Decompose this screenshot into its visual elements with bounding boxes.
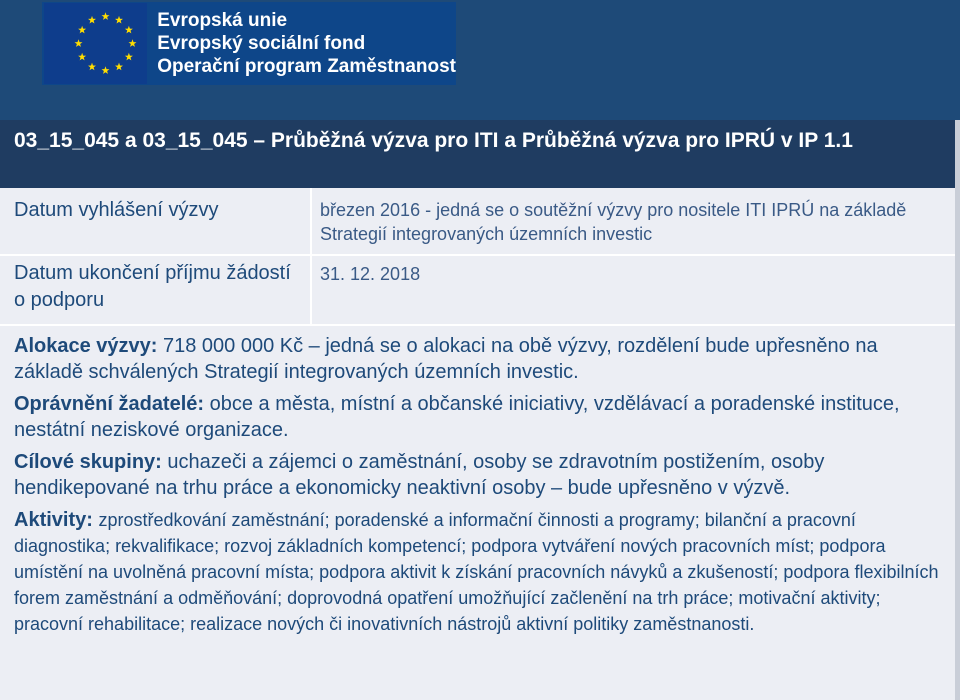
allocation-text: 718 000 000 Kč – jedná se o alokaci na obě výzvy, rozdělení bude upřesněno na základě schválených Strategií integrovaných územních investic. [14, 335, 878, 383]
right-edge-strip [955, 120, 960, 700]
eu-flag-icon [44, 3, 147, 84]
info-label-deadline: Datum ukončení příjmu žádostí o podporu [14, 262, 291, 311]
eu-star-icon [115, 16, 123, 24]
eu-star-icon [78, 53, 86, 61]
eu-star-icon [125, 53, 133, 61]
eligible-applicants-label: Oprávnění žadatelé: [14, 393, 205, 415]
target-groups-label: Cílové skupiny: [14, 451, 162, 473]
eu-star-icon [129, 39, 137, 47]
eligible-applicants-text: obce a města, místní a občanské iniciativy, vzdělávací a poradenské instituce, nestátní neziskové organizace. [14, 393, 900, 441]
eu-star-icon [78, 26, 86, 34]
info-value-announcement: březen 2016 - jedná se o soutěžní výzvy pro nositele ITI IPRÚ na základě Strategií integrovaných územních investic [320, 200, 907, 244]
target-groups-paragraph [14, 449, 944, 501]
header-band [0, 0, 960, 120]
eu-star-icon [102, 66, 110, 74]
call-details [14, 333, 944, 643]
allocation-label: Alokace výzvy: [14, 335, 158, 357]
eu-star-icon [115, 63, 123, 71]
eu-star-icon [75, 39, 83, 47]
allocation-paragraph [14, 333, 944, 385]
eu-star-icon [125, 26, 133, 34]
eligible-applicants-paragraph [14, 391, 944, 443]
activities-text: zprostředkování zaměstnání; poradenské a informační činnosti a programy; bilanční a pracovní diagnostika; rekvalifikace; rozvoj základních kompetencí; podpora vytváření nových pracovních míst; podpora umístění na uvolněná pracovní místa; podpora aktivit k získání pracovních návyků a zkušeností; podpora flexibilních forem zaměstnání a odměňování; doprovodná opatření umožňující začlenění na trh práce; motivační aktivity; pracovní rehabilitace; realizace nových či inovativních nástrojů aktivní politiky zaměstnanosti. [14, 510, 939, 634]
logo-text [157, 9, 456, 78]
logo-line-2: Evropský sociální fond [157, 33, 366, 54]
eu-star-icon [88, 63, 96, 71]
target-groups-text: uchazeči a zájemci o zaměstnání, osoby se zdravotním postižením, osoby hendikepované na trhu práce a ekonomicky neaktivní osoby – bude upřesněno v výzvě. [14, 451, 825, 499]
info-row-announcement [0, 188, 955, 256]
activities-label: Aktivity: [14, 509, 93, 531]
info-value-deadline: 31. 12. 2018 [320, 264, 421, 284]
info-row-deadline [0, 256, 955, 326]
esf-logo [42, 2, 456, 85]
eu-star-icon [88, 16, 96, 24]
activities-paragraph [14, 507, 944, 637]
logo-line-1: Evropská unie [157, 10, 288, 31]
info-label-announcement: Datum vyhlášení výzvy [14, 199, 219, 221]
title-bar [0, 120, 955, 188]
main-content [0, 188, 955, 700]
page-title: 03_15_045 a 03_15_045 – Průběžná výzva pro ITI a Průběžná výzva pro IPRÚ v IP 1.1 [14, 129, 853, 152]
logo-line-3: Operační program Zaměstnanost [157, 56, 456, 77]
eu-star-icon [102, 12, 110, 20]
